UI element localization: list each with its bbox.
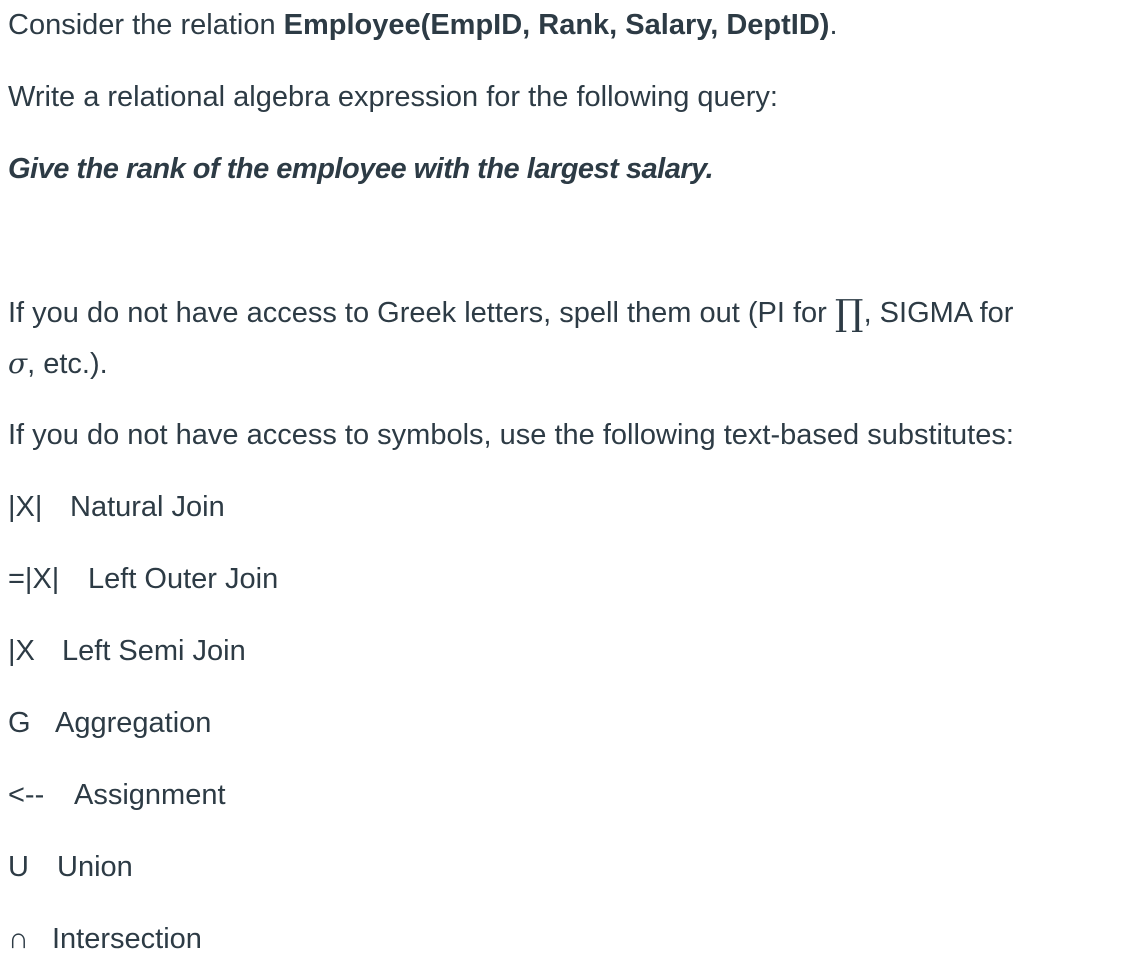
greek-note-line2 bbox=[8, 344, 108, 384]
greek-note-text-3: , etc.). bbox=[27, 348, 108, 380]
substitute-symbol: <-- bbox=[8, 779, 45, 811]
substitute-symbol: G bbox=[8, 707, 31, 739]
symbols-intro-text: If you do not have access to symbols, use the following text-based substitutes: bbox=[8, 419, 1014, 451]
substitute-union bbox=[8, 847, 133, 887]
substitute-symbol: =|X| bbox=[8, 563, 60, 595]
substitute-symbol: |X bbox=[8, 635, 35, 667]
substitute-name: Aggregation bbox=[55, 707, 212, 739]
relation-schema: Employee(EmpID, Rank, Salary, DeptID) bbox=[283, 9, 830, 41]
substitute-name: Assignment bbox=[74, 779, 226, 811]
substitute-symbol: U bbox=[8, 851, 29, 883]
greek-note-line1 bbox=[8, 293, 1013, 334]
substitute-left-semi-join bbox=[8, 631, 246, 671]
substitute-natural-join bbox=[8, 487, 225, 527]
substitute-name: Left Outer Join bbox=[88, 563, 279, 595]
substitute-name: Left Semi Join bbox=[62, 635, 246, 667]
intro-suffix: . bbox=[829, 9, 838, 41]
substitute-symbol: ∩ bbox=[8, 923, 29, 955]
sigma-symbol: σ bbox=[8, 347, 28, 380]
substitute-name: Intersection bbox=[52, 923, 202, 955]
instruction-text: Write a relational algebra expression for the following query: bbox=[8, 81, 778, 113]
substitute-name: Union bbox=[57, 851, 133, 883]
greek-note-text-1: If you do not have access to Greek letters, spell them out (PI for bbox=[8, 297, 835, 329]
greek-note-text-2: , SIGMA for bbox=[863, 297, 1014, 329]
query-text: Give the rank of the employee with the largest salary. bbox=[8, 153, 714, 185]
substitute-symbol: |X| bbox=[8, 491, 43, 523]
substitute-intersection bbox=[8, 919, 202, 959]
intro-prefix: Consider the relation bbox=[8, 9, 284, 41]
substitute-aggregation bbox=[8, 703, 211, 743]
pi-symbol: ∏ bbox=[834, 293, 864, 334]
substitute-name: Natural Join bbox=[70, 491, 225, 523]
substitute-left-outer-join bbox=[8, 559, 278, 599]
substitute-assignment bbox=[8, 775, 226, 815]
intro-paragraph bbox=[8, 5, 838, 45]
